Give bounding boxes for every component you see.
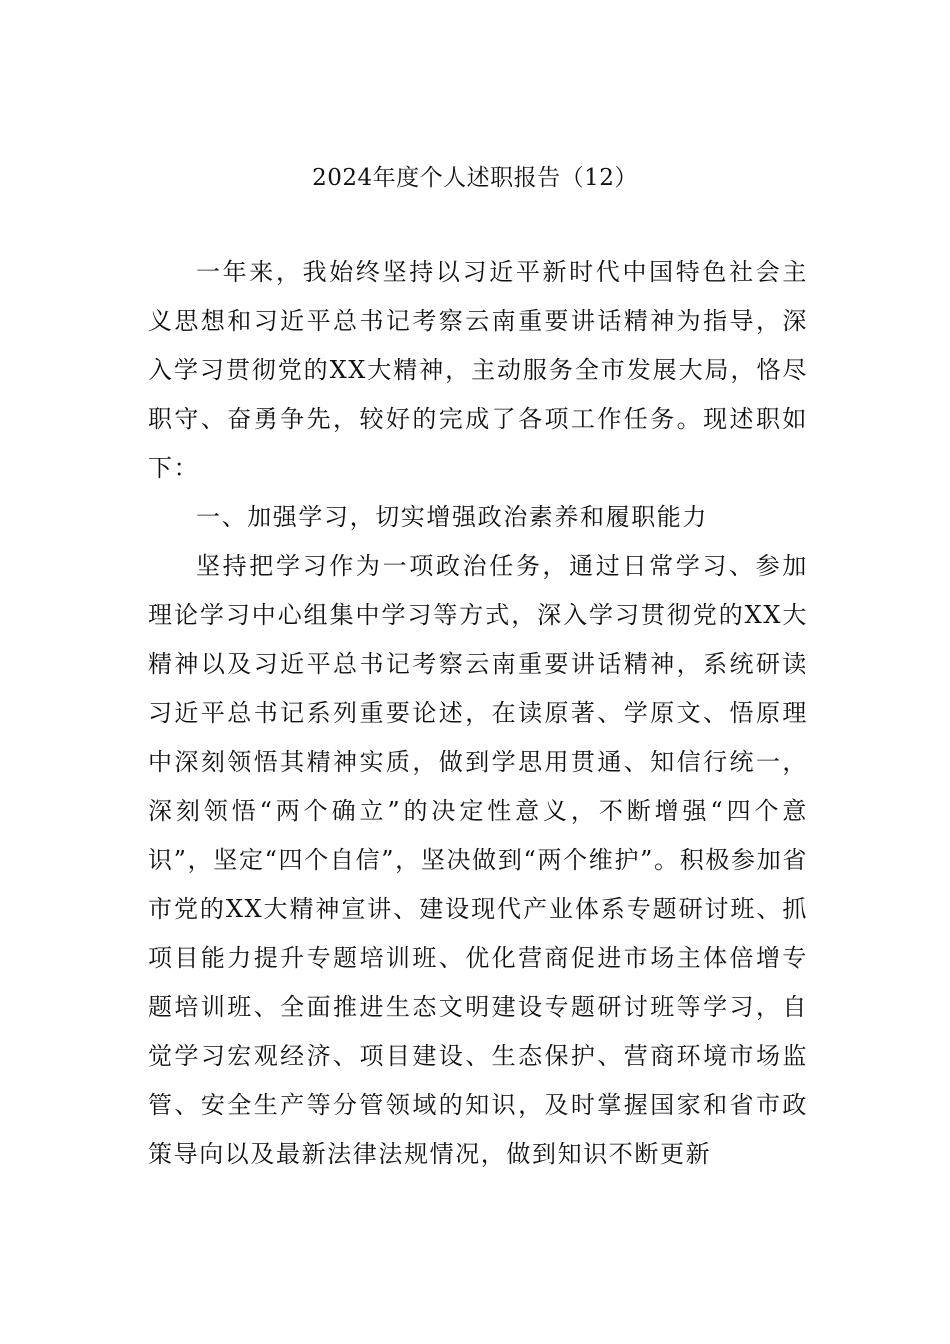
document-body (148, 248, 808, 1179)
section-1-paragraph: 坚持把学习作为一项政治任务，通过日常学习、参加理论学习中心组集中学习等方式，深入学习贯彻党的XX大精神以及习近平总书记考察云南重要讲话精神，系统研读习近平总书记系列重要论述，在读原著、学原文、悟原理中深刻领悟其精神实质，做到学思用贯通、知信行统一，深刻领悟“两个确立”的决定性意义，不断增强“四个意识”，坚定“四个自信”，坚决做到“两个维护”。积极参加省市党的XX大精神宣讲、建设现代产业体系专题研讨班、抓项目能力提升专题培训班、优化营商促进市场主体倍增专题培训班、全面推进生态文明建设专题研讨班等学习，自觉学习宏观经济、项目建设、生态保护、营商环境市场监管、安全生产等分管领域的知识，及时掌握国家和省市政策导向以及最新法律法规情况，做到知识不断更新 (148, 552, 808, 1168)
document-title: 2024年度个人述职报告（12） (312, 165, 638, 191)
section-heading-1: 一、加强学习，切实增强政治素养和履职能力 (196, 503, 708, 531)
intro-paragraph: 一年来，我始终坚持以习近平新时代中国特色社会主义思想和习近平总书记考察云南重要讲话精神为指导，深入学习贯彻党的XX大精神，主动服务全市发展大局，恪尽职守、奋勇争先，较好的完成了各项工作任务。现述职如下： (148, 258, 808, 482)
